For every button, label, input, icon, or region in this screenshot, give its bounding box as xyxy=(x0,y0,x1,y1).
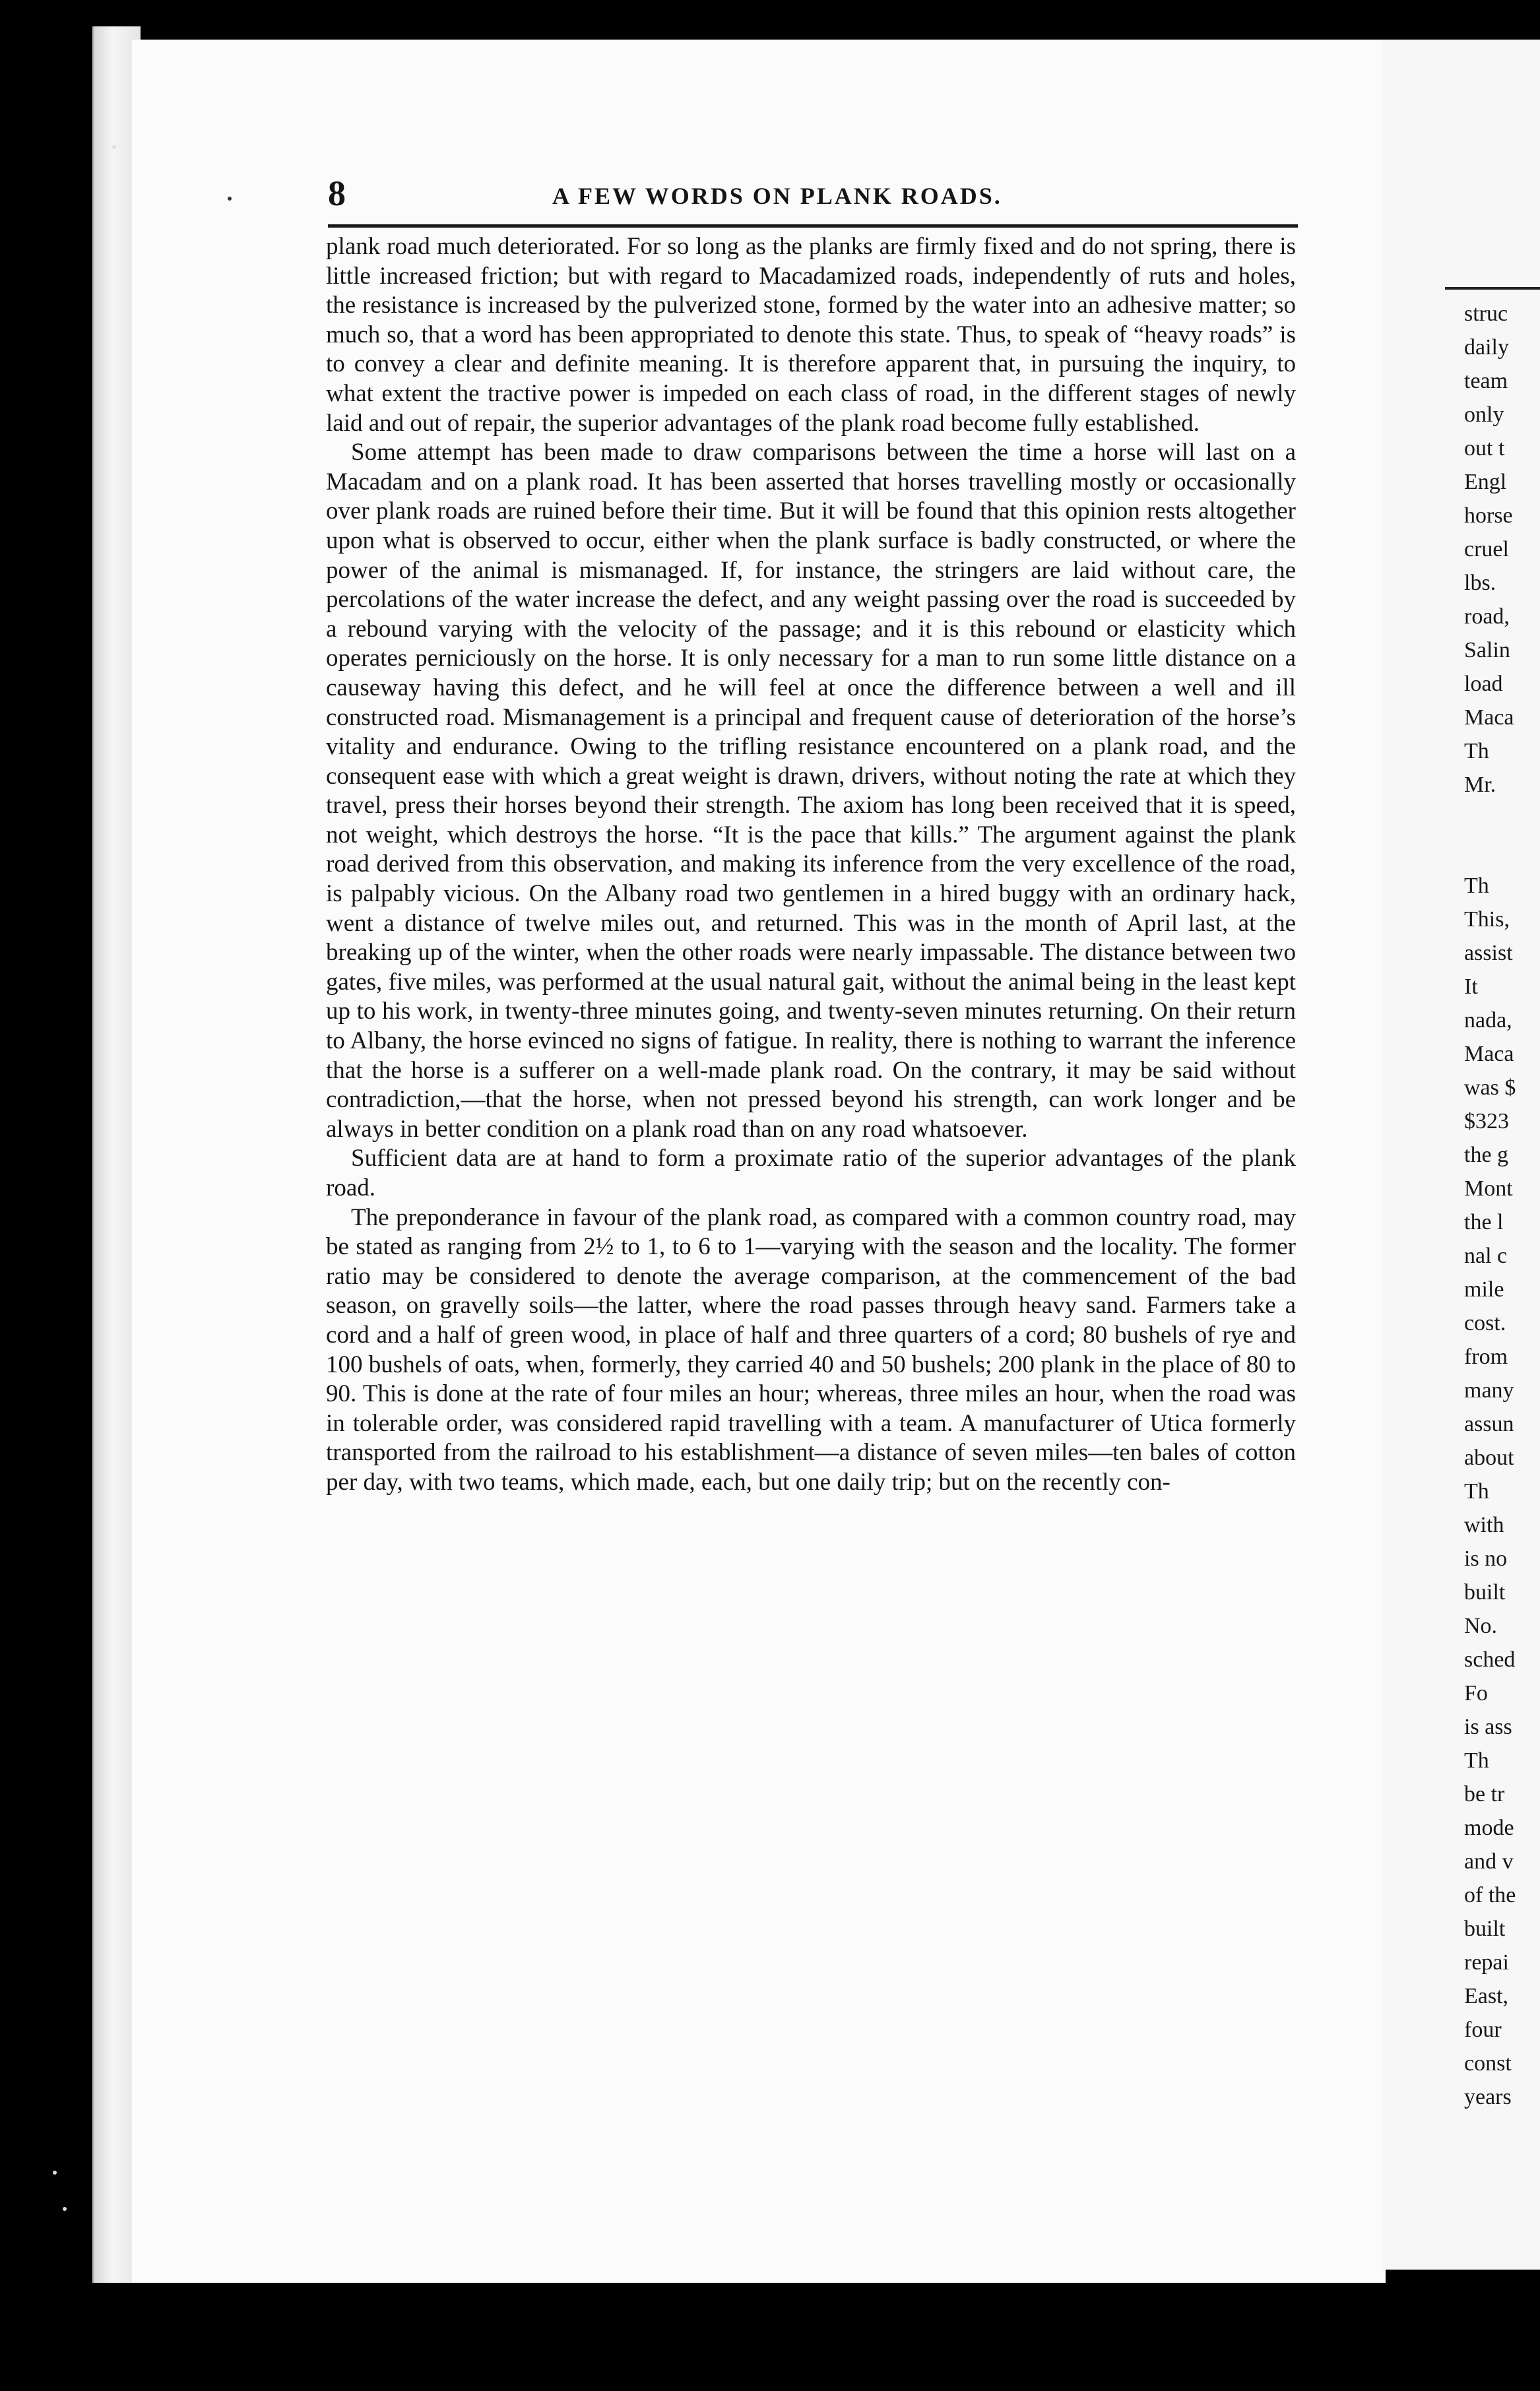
facing-page-fragment: only xyxy=(1464,402,1504,427)
facing-page-fragment: struc xyxy=(1464,302,1508,326)
facing-page-fragment: Fo xyxy=(1464,1681,1488,1706)
facing-page-fragment: many xyxy=(1464,1378,1514,1403)
facing-page-fragment: $323 xyxy=(1464,1109,1509,1133)
facing-page-fragment: repai xyxy=(1464,1950,1509,1975)
paragraph-horse-comparison: Some attempt has been made to draw comparisons between the time a horse will last on a Macadam and on a plank road. It has been asserted that horses travelling mostly or occasionally over plank roads are ruined before their time. But it will be found that this opinion rests altogether upon what is observed to occur, either when the plank surface is badly constructed, or where the power of the animal is mismanaged. If, for instance, the stringers are laid without care, the percolations of the water increase the defect, and any weight passing over the road is succeeded by a rebound varying with the velocity of the passage; and it is this rebound or elasticity which operates perniciously on the horse. It is only necessary for a man to run some little distance on a causeway having this defect, and he will feel at once the difference between a well and ill constructed road. Mismanagement is a principal and frequent cause of deterioration of the horse’s vitality and endurance. Owing to the trifling resistance encountered on a plank road, and the consequent ease with which a great weight is drawn, drivers, without noting the rate at which they travel, press their horses beyond their strength. The axiom has long been received that it is speed, not weight, which destroys the horse. “It is the pace that kills.” The argument against the plank road derived from this observation, and making its inference from the very excellence of the road, is palpably vicious. On the Albany road two gentlemen in a hired buggy with an ordinary hack, went a distance of twelve miles out, and returned. This was in the month of April last, at the breaking up of the winter, when the other roads were nearly impassable. The distance between two gates, five miles, was performed at the usual natural gait, without the animal being in the least kept up to his work, in twenty-three minutes going, and twenty-seven minutes returning. On their return to Albany, the horse evinced no signs of fatigue. In reality, there is nothing to warrant the inference that the horse is a sufferer on a well-made plank road. On the contrary, it may be said without contradiction,—that the horse, when not pressed beyond his strength, can work longer and be always in better condition on a plank road than on any road whatsoever. xyxy=(326,439,1296,1143)
facing-page-fragment: and v xyxy=(1464,1849,1514,1874)
facing-page-head-rule xyxy=(1445,287,1540,290)
facing-page-fragment: be tr xyxy=(1464,1782,1505,1806)
page-header xyxy=(328,173,1298,212)
facing-page-edge xyxy=(1382,40,1540,2270)
page-number: 8 xyxy=(328,174,346,213)
facing-page-fragment: out t xyxy=(1464,436,1505,461)
facing-page-fragment: the l xyxy=(1464,1210,1504,1234)
facing-page-fragment: sched xyxy=(1464,1647,1516,1672)
paragraph-preponderance: The preponderance in favour of the plank road, as compared with a common country road, may be stated as ranging from 2½ to 1, to 6 to 1—varying with the season and the locality. The former ratio may be considered to denote the average comparison, at the commencement of the bad season, on gravelly soils—the latter, where the road passes through heavy sand. Farmers take a cord and a half of green wood, in place of half and three quarters of a cord; 80 bushels of rye and 100 bushels of oats, when, formerly, they carried 40 and 50 bushels; 200 plank in the place of 80 to 90. This is done at the rate of four miles an hour; whereas, three miles an hour, when the road was in tolerable order, was considered rapid travelling with a team. A manufacturer of Utica formerly transported from the railroad to his establishment—a distance of seven miles—ten bales of cotton per day, with two teams, which made, each, but one daily trip; but on the recently con- xyxy=(326,1203,1296,1496)
facing-page-fragment: mode xyxy=(1464,1816,1514,1840)
facing-page-fragment: mile xyxy=(1464,1277,1504,1302)
facing-page-fragment: Engl xyxy=(1464,470,1507,494)
facing-page-fragment: Th xyxy=(1464,874,1489,898)
facing-page-fragment: was $ xyxy=(1464,1075,1516,1100)
facing-page-fragment: assun xyxy=(1464,1412,1514,1436)
paragraph-continued: plank road much deteriorated. For so long as the planks are firmly fixed and do not spring, there is little increased friction; but with regard to Macadamized roads, independently of ruts and holes, the resistance is increased by the pulverized stone, formed by the water into an adhesive matter; so much so, that a word has been appropriated to denote this state. Thus, to speak of “heavy roads” is to convey a clear and definite meaning. It is therefore apparent that, in pursuing the inquiry, to what extent the tractive power is impeded on each class of road, in the different stages of newly laid and out of repair, the superior advantages of the plank road become fully established. xyxy=(326,233,1296,437)
facing-page-fragment: cost. xyxy=(1464,1311,1506,1335)
body-text xyxy=(326,232,1296,1498)
facing-page-fragment: assist xyxy=(1464,941,1513,965)
facing-page-fragment: Th xyxy=(1464,739,1489,763)
facing-page-fragment: daily xyxy=(1464,335,1509,360)
facing-page-fragment: nal c xyxy=(1464,1244,1508,1268)
facing-page-text-fragments xyxy=(1464,297,1516,2114)
facing-page-fragment: Maca xyxy=(1464,705,1514,730)
facing-page-fragment: Mr. xyxy=(1464,773,1496,797)
facing-page-fragment: East, xyxy=(1464,1984,1509,2008)
facing-page-fragment: This, xyxy=(1464,907,1510,932)
margin-speck xyxy=(228,197,232,201)
facing-page-fragment: Maca xyxy=(1464,1042,1514,1066)
margin-speck xyxy=(63,2207,67,2211)
paragraph-data-intro: Sufficient data are at hand to form a proximate ratio of the superior advantages of the plank road. xyxy=(326,1145,1296,1201)
facing-page-fragment: of the xyxy=(1464,1883,1516,1907)
facing-page-fragment: Th xyxy=(1464,1479,1489,1504)
header-rule xyxy=(328,224,1298,228)
facing-page-fragment: team xyxy=(1464,369,1508,393)
facing-page-fragment: built xyxy=(1464,1917,1506,1941)
facing-page-fragment: It xyxy=(1464,974,1478,999)
facing-page-fragment: is no xyxy=(1464,1546,1508,1571)
facing-page-fragment: built xyxy=(1464,1580,1506,1605)
facing-page-fragment: No. xyxy=(1464,1614,1498,1638)
facing-page-fragment: the g xyxy=(1464,1143,1509,1167)
facing-page-fragment: is ass xyxy=(1464,1715,1512,1739)
facing-page-fragment xyxy=(1464,835,1516,869)
facing-page-fragment: from xyxy=(1464,1345,1508,1369)
facing-page-fragment: about xyxy=(1464,1446,1514,1470)
facing-page-fragment: cruel xyxy=(1464,537,1509,561)
running-head: A FEW WORDS ON PLANK ROADS. xyxy=(552,183,1002,209)
facing-page-fragment xyxy=(1464,802,1516,835)
facing-page-fragment: nada, xyxy=(1464,1008,1512,1033)
facing-page-fragment: horse xyxy=(1464,503,1513,528)
facing-page-fragment: four xyxy=(1464,2018,1502,2042)
facing-page-fragment: with xyxy=(1464,1513,1504,1537)
facing-page-fragment: const xyxy=(1464,2051,1512,2076)
facing-page-fragment: Th xyxy=(1464,1748,1489,1773)
margin-speck xyxy=(53,2171,57,2175)
facing-page-fragment: load xyxy=(1464,672,1503,696)
facing-page-fragment: lbs. xyxy=(1464,571,1496,595)
facing-page-fragment: Mont xyxy=(1464,1176,1513,1201)
facing-page-fragment: road, xyxy=(1464,604,1510,629)
margin-speck xyxy=(112,145,116,149)
facing-page-fragment: Salin xyxy=(1464,638,1510,662)
facing-page-fragment: years xyxy=(1464,2085,1512,2109)
